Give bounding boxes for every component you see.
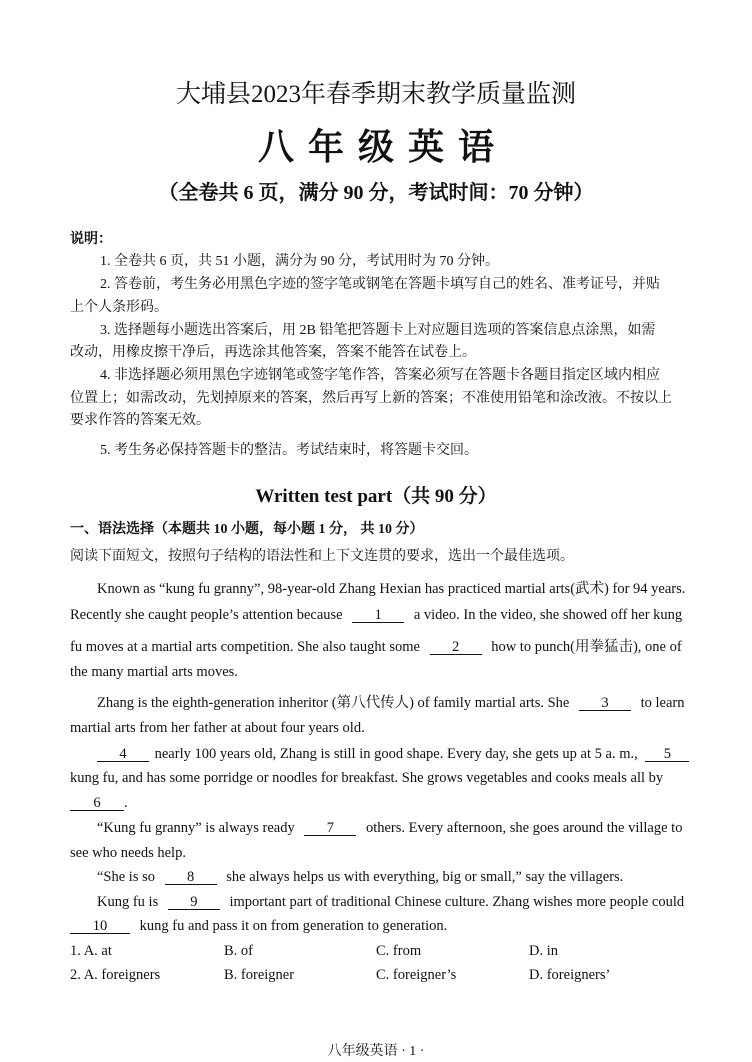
blank-3: 3 bbox=[579, 696, 631, 711]
passage-line: the many martial arts moves. bbox=[70, 664, 238, 680]
question-2-option-c: C. foreigner’s bbox=[376, 967, 457, 983]
instruction-line: 2. 答卷前，考生务必用黑色字迹的签字笔或钢笔在答题卡填写自己的姓名、准考证号，并贴 bbox=[100, 277, 660, 292]
section-heading: 一、语法选择（本题共 10 小题，每小题 1 分， 共 10 分） bbox=[70, 522, 424, 537]
blank-9: 9 bbox=[168, 895, 220, 910]
subject-title: 八年级英语 bbox=[257, 127, 508, 167]
instruction-line: 位置上；如需改动，先划掉原来的答案，然后再写上新的答案；不准使用铅笔和涂改液。不按以上 bbox=[70, 391, 672, 406]
passage-line: fu moves at a martial arts competition. She also taught some 2 how to punch(用拳猛击), one of bbox=[70, 639, 682, 655]
question-1-option-b: B. of bbox=[224, 943, 253, 959]
passage-line: Zhang is the eighth-generation inheritor (第八代传人) of family martial arts. She 3 to learn bbox=[97, 695, 685, 711]
passage-line: 4 nearly 100 years old, Zhang is still in good shape. Every day, she gets up at 5 a. m., 5 bbox=[97, 746, 689, 763]
written-test-title: Written test part（共 90 分） bbox=[255, 486, 497, 507]
blank-4: 4 bbox=[97, 747, 149, 762]
question-1-option-d: D. in bbox=[529, 943, 558, 959]
blank-6: 6 bbox=[70, 796, 124, 811]
instruction-line: 要求作答的答案无效。 bbox=[70, 413, 210, 428]
passage-line: martial arts from her father at about four years old. bbox=[70, 720, 365, 736]
exam-title: 大埔县2023年春季期末教学质量监测 bbox=[175, 81, 576, 108]
blank-1: 1 bbox=[352, 608, 404, 623]
instructions-heading: 说明： bbox=[70, 232, 112, 247]
blank-2: 2 bbox=[430, 640, 482, 655]
question-2-option-d: D. foreigners’ bbox=[529, 967, 611, 983]
blank-10: 10 bbox=[70, 919, 130, 934]
instruction-line: 1. 全卷共 6 页，共 51 小题，满分为 90 分，考试用时为 70 分钟。 bbox=[100, 254, 499, 269]
passage-line: Recently she caught people’s attention because 1 a video. In the video, she showed off her kung bbox=[70, 607, 683, 623]
instruction-line: 上个人条形码。 bbox=[70, 300, 168, 315]
passage-line: Known as “kung fu granny”, 98-year-old Zhang Hexian has practiced martial arts(武术) for 94 years. bbox=[97, 581, 686, 597]
passage-line: Kung fu is 9 important part of traditional Chinese culture. Zhang wishes more people could bbox=[97, 894, 685, 910]
passage-line: 10 kung fu and pass it on from generation to generation. bbox=[70, 918, 447, 935]
exam-info: （全卷共 6 页，满分 90 分，考试时间：70 分钟） bbox=[158, 182, 594, 204]
instruction-line: 3. 选择题每小题选出答案后，用 2B 铅笔把答题卡上对应题目选项的答案信息点涂黑，如需 bbox=[100, 323, 656, 338]
instruction-line: 改动，用橡皮擦干净后，再选涂其他答案，答案不能答在试卷上。 bbox=[70, 345, 476, 360]
passage-line: see who needs help. bbox=[70, 845, 186, 861]
blank-7: 7 bbox=[304, 821, 356, 836]
blank-8: 8 bbox=[165, 870, 217, 885]
page-footer: 八年级英语 · 1 · bbox=[327, 1044, 425, 1059]
section-directions: 阅读下面短文，按照句子结构的语法性和上下文连贯的要求，选出一个最佳选项。 bbox=[70, 549, 574, 564]
passage-line: “She is so 8 she always helps us with everything, big or small,” say the villagers. bbox=[97, 869, 624, 885]
blank-5: 5 bbox=[645, 747, 689, 762]
instruction-line: 4. 非选择题必须用黑色字迹钢笔或签字笔作答，答案必须写在答题卡各题目指定区域内相应 bbox=[100, 368, 660, 383]
passage-line: kung fu, and has some porridge or noodles for breakfast. She grows vegetables and cooks meals all by bbox=[70, 770, 664, 786]
passage-line: 6 . bbox=[70, 795, 128, 812]
question-2-option-b: B. foreigner bbox=[224, 967, 295, 983]
passage-line: “Kung fu granny” is always ready 7 others. Every afternoon, she goes around the village to bbox=[97, 820, 683, 836]
question-1-option-c: C. from bbox=[376, 943, 422, 959]
question-2-option-a: 2. A. foreigners bbox=[70, 967, 161, 983]
instruction-line: 5. 考生务必保持答题卡的整洁。考试结束时，将答题卡交回。 bbox=[100, 443, 478, 458]
question-1-option-a: 1. A. at bbox=[70, 943, 112, 959]
